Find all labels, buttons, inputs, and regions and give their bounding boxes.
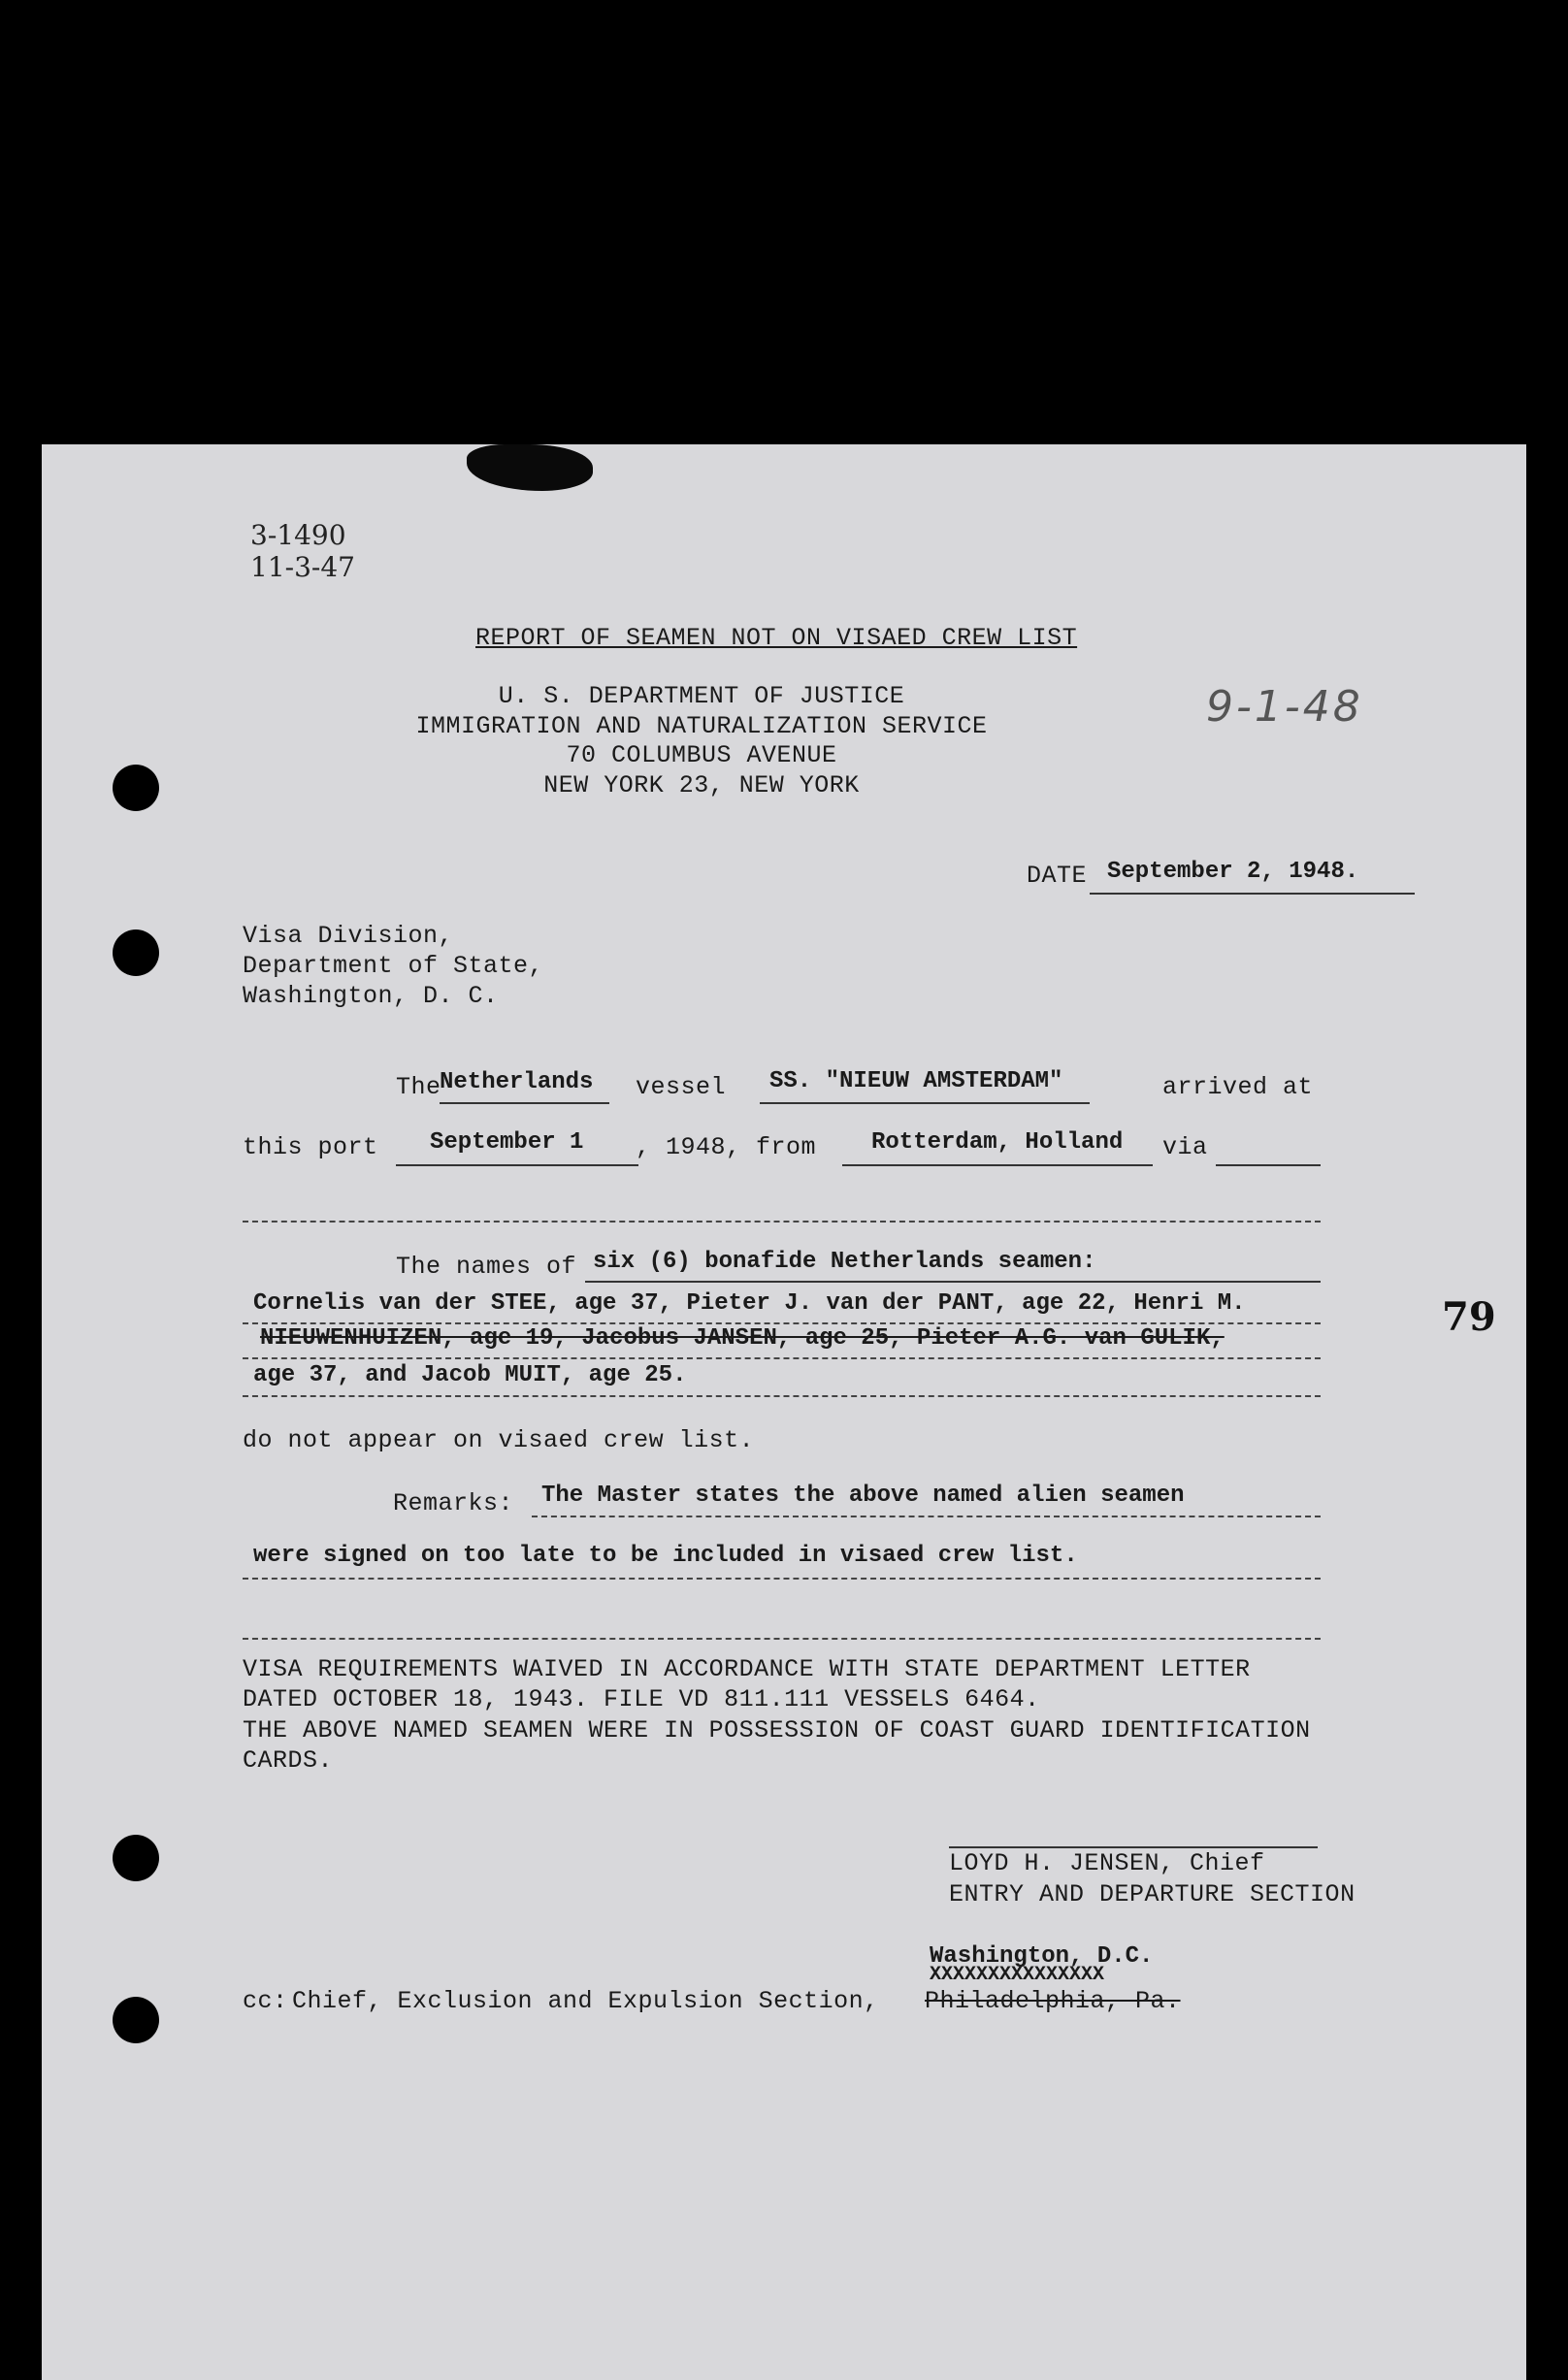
punch-hole xyxy=(113,1997,159,2043)
addressee-line-2: Department of State, xyxy=(243,952,544,980)
agency-line-2: IMMIGRATION AND NATURALIZATION SERVICE xyxy=(415,712,988,740)
agency-line-1: U. S. DEPARTMENT OF JUSTICE xyxy=(498,682,905,710)
signature-name: LOYD H. JENSEN, Chief xyxy=(949,1849,1265,1877)
names-line-2: NIEUWENHUIZEN, age 19, Jacobus JANSEN, age 25, Pieter A.G. van GULIK, xyxy=(260,1325,1225,1352)
vessel-name-rule xyxy=(760,1102,1090,1104)
punch-hole xyxy=(113,929,159,976)
port-label: this port xyxy=(243,1133,378,1161)
cc-overtype: XXXXXXXXXXXXXXX xyxy=(930,1964,1105,1986)
names-line-1: Cornelis van der STEE, age 37, Pieter J. van der PANT, age 22, Henri M. xyxy=(253,1290,1246,1317)
arrival-date-rule xyxy=(396,1164,638,1166)
remarks-label: Remarks: xyxy=(393,1489,514,1517)
agency-line-4: NEW YORK 23, NEW YORK xyxy=(543,771,860,799)
handwritten-date: 9-1-48 xyxy=(1206,682,1363,732)
count-rule xyxy=(585,1281,1321,1283)
arrival-date: September 1 xyxy=(430,1129,584,1156)
via-rule xyxy=(1216,1164,1321,1166)
seamen-count: six (6) bonafide Netherlands seamen: xyxy=(593,1249,1096,1275)
names-rule-1 xyxy=(243,1322,1321,1324)
remarks-line-2: were signed on too late to be included in visaed crew list. xyxy=(253,1543,1078,1569)
vessel-label: vessel xyxy=(636,1073,727,1101)
blank-rule xyxy=(243,1221,1321,1223)
punch-hole xyxy=(113,765,159,811)
date-rule xyxy=(1090,893,1415,895)
margin-number: 79 xyxy=(1442,1294,1496,1340)
nationality-rule xyxy=(440,1102,609,1104)
document-page xyxy=(42,444,1526,2380)
addressee-line-3: Washington, D. C. xyxy=(243,982,499,1010)
cc-text: Chief, Exclusion and Expulsion Section, xyxy=(292,1987,879,2015)
form-number: 3-1490 xyxy=(250,519,346,551)
cc-replacement: Washington, D.C. xyxy=(930,1943,1154,1970)
cc-label: cc: xyxy=(243,1987,288,2015)
origin-rule xyxy=(842,1164,1153,1166)
date-value: September 2, 1948. xyxy=(1107,859,1359,885)
waiver-line-1: VISA REQUIREMENTS WAIVED IN ACCORDANCE WITH STATE DEPARTMENT LETTER xyxy=(243,1655,1251,1683)
signature-rule xyxy=(949,1846,1318,1848)
date-label: DATE xyxy=(1027,862,1088,890)
names-trailer: do not appear on visaed crew list. xyxy=(243,1426,755,1454)
ink-blot xyxy=(467,444,593,491)
remarks-rule-2 xyxy=(243,1578,1321,1580)
arrived-label: arrived at xyxy=(1162,1073,1314,1101)
punch-hole xyxy=(113,1835,159,1881)
waiver-line-4: CARDS. xyxy=(243,1746,334,1775)
signature-section: ENTRY AND DEPARTURE SECTION xyxy=(949,1880,1356,1908)
waiver-line-3: THE ABOVE NAMED SEAMEN WERE IN POSSESSION OF COAST GUARD IDENTIFICATION xyxy=(243,1716,1311,1744)
remarks-rule-3 xyxy=(243,1638,1321,1640)
vessel-nationality: Netherlands xyxy=(440,1069,594,1095)
remarks-rule-1 xyxy=(532,1516,1321,1517)
names-intro: The names of xyxy=(396,1253,577,1281)
waiver-line-2: DATED OCTOBER 18, 1943. FILE VD 811.111 VESSELS 6464. xyxy=(243,1685,1040,1713)
agency-line-3: 70 COLUMBUS AVENUE xyxy=(566,741,837,769)
cc-struck-city: Philadelphia, Pa. xyxy=(925,1987,1181,2015)
addressee-line-1: Visa Division, xyxy=(243,922,454,950)
year-from-label: , 1948, from xyxy=(636,1133,817,1161)
via-label: via xyxy=(1162,1133,1208,1161)
page-title: REPORT OF SEAMEN NOT ON VISAED CREW LIST xyxy=(475,624,1078,652)
vessel-name: SS. "NIEUW AMSTERDAM" xyxy=(769,1068,1063,1094)
names-rule-3 xyxy=(243,1395,1321,1397)
vessel-the-label: The xyxy=(396,1073,441,1101)
origin-port: Rotterdam, Holland xyxy=(871,1129,1124,1156)
names-rule-2 xyxy=(243,1357,1321,1359)
form-date: 11-3-47 xyxy=(250,551,355,583)
names-line-3: age 37, and Jacob MUIT, age 25. xyxy=(253,1362,687,1388)
remarks-line-1: The Master states the above named alien seamen xyxy=(541,1483,1185,1509)
